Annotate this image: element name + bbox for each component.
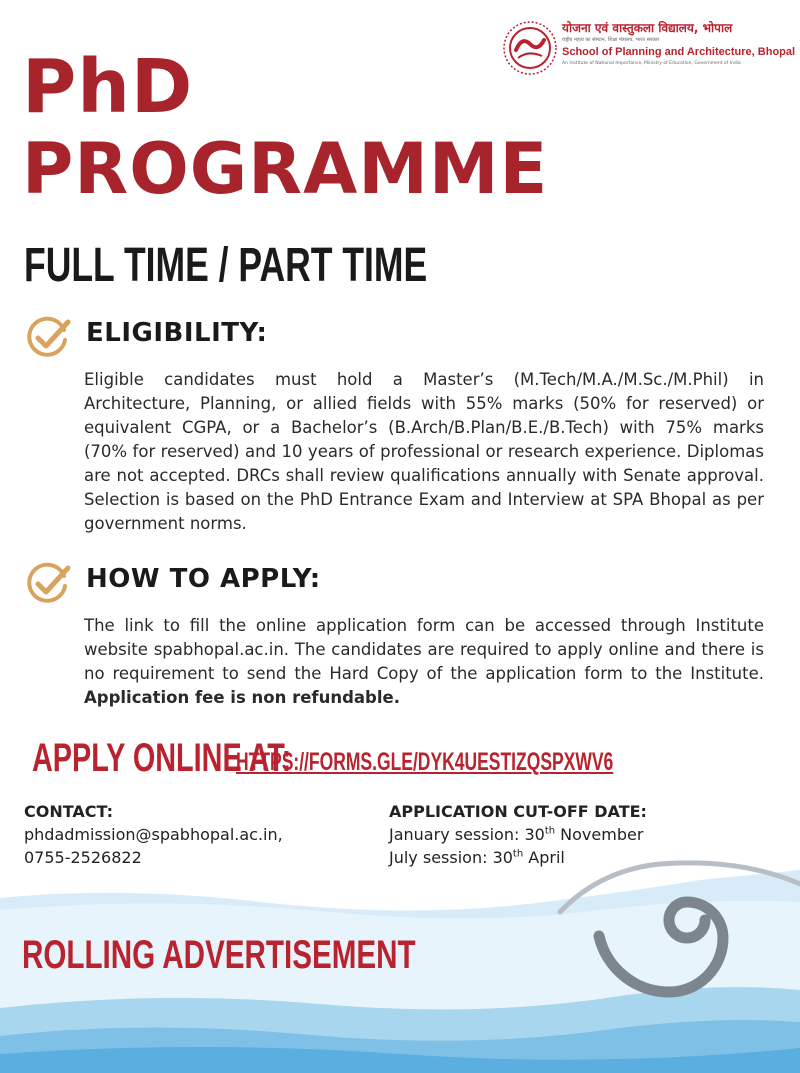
application-fee-note: Application fee is non refundable. <box>84 688 400 707</box>
page-title-line2: PROGRAMME <box>22 128 549 210</box>
application-form-link[interactable]: HTTPS://FORMS.GLE/DYK4UESTIZQSPXWV6 <box>236 748 614 776</box>
logo-english-subtitle: An Institute of National Importance, Ministry of Education, Government of India <box>562 61 741 66</box>
eligibility-heading: ELIGIBILITY: <box>86 318 268 348</box>
eligibility-text: Eligible candidates must hold a Master’s (M.Tech/M.A./M.Sc./M.Phil) in Architecture, Planning, or allied fields with 55% marks (50% for reserved) or equivalent CGPA, or a Bachelor’s (B.Arch/B.Plan/B.E./B.Tech) with 75% marks (70% for reserved) and 10 years of professional or research experience. Diplomas are not accepted. DRCs shall review qualifications annually with Senate approval. Selection is based on the PhD Entrance Exam and Interview at SPA Bhopal as per government norms. <box>84 370 764 533</box>
check-circle-icon <box>24 560 72 608</box>
july-session-date: July session: 30th April <box>389 848 565 867</box>
how-to-apply-text <box>84 614 764 710</box>
apply-online-row <box>32 736 614 781</box>
contact-phone[interactable]: 0755-2526822 <box>24 848 142 867</box>
spa-logo-icon <box>502 20 558 76</box>
logo-hindi-subtitle: राष्ट्रीय महत्व का संस्थान, शिक्षा मंत्रालय, भारत सरकार <box>562 37 660 43</box>
logo-english-name: School of Planning and Architecture, Bhopal <box>562 46 796 58</box>
rolling-advertisement-label: ROLLING ADVERTISEMENT <box>22 933 416 977</box>
january-session-date: January session: 30th November <box>389 825 644 844</box>
how-to-apply-body: The link to fill the online application form can be accessed through Institute website spabhopal.ac.in. The candidates are required to apply online and there is no requirement to send the Hard Copy of the application form to the Institute. <box>84 616 764 683</box>
programme-mode-subtitle: FULL TIME / PART TIME <box>24 239 428 292</box>
cutoff-heading: APPLICATION CUT-OFF DATE: <box>389 802 647 821</box>
apply-online-label: APPLY ONLINE AT: <box>32 736 292 780</box>
how-to-apply-heading: HOW TO APPLY: <box>86 564 321 594</box>
page-title-line1: PhD <box>22 44 194 130</box>
institute-logo <box>502 18 796 88</box>
contact-heading: CONTACT: <box>24 802 113 821</box>
contact-email[interactable]: phdadmission@spabhopal.ac.in, <box>24 825 283 844</box>
check-circle-icon <box>24 314 72 362</box>
logo-hindi-name: योजना एवं वास्तुकला विद्यालय, भोपाल <box>562 21 733 35</box>
